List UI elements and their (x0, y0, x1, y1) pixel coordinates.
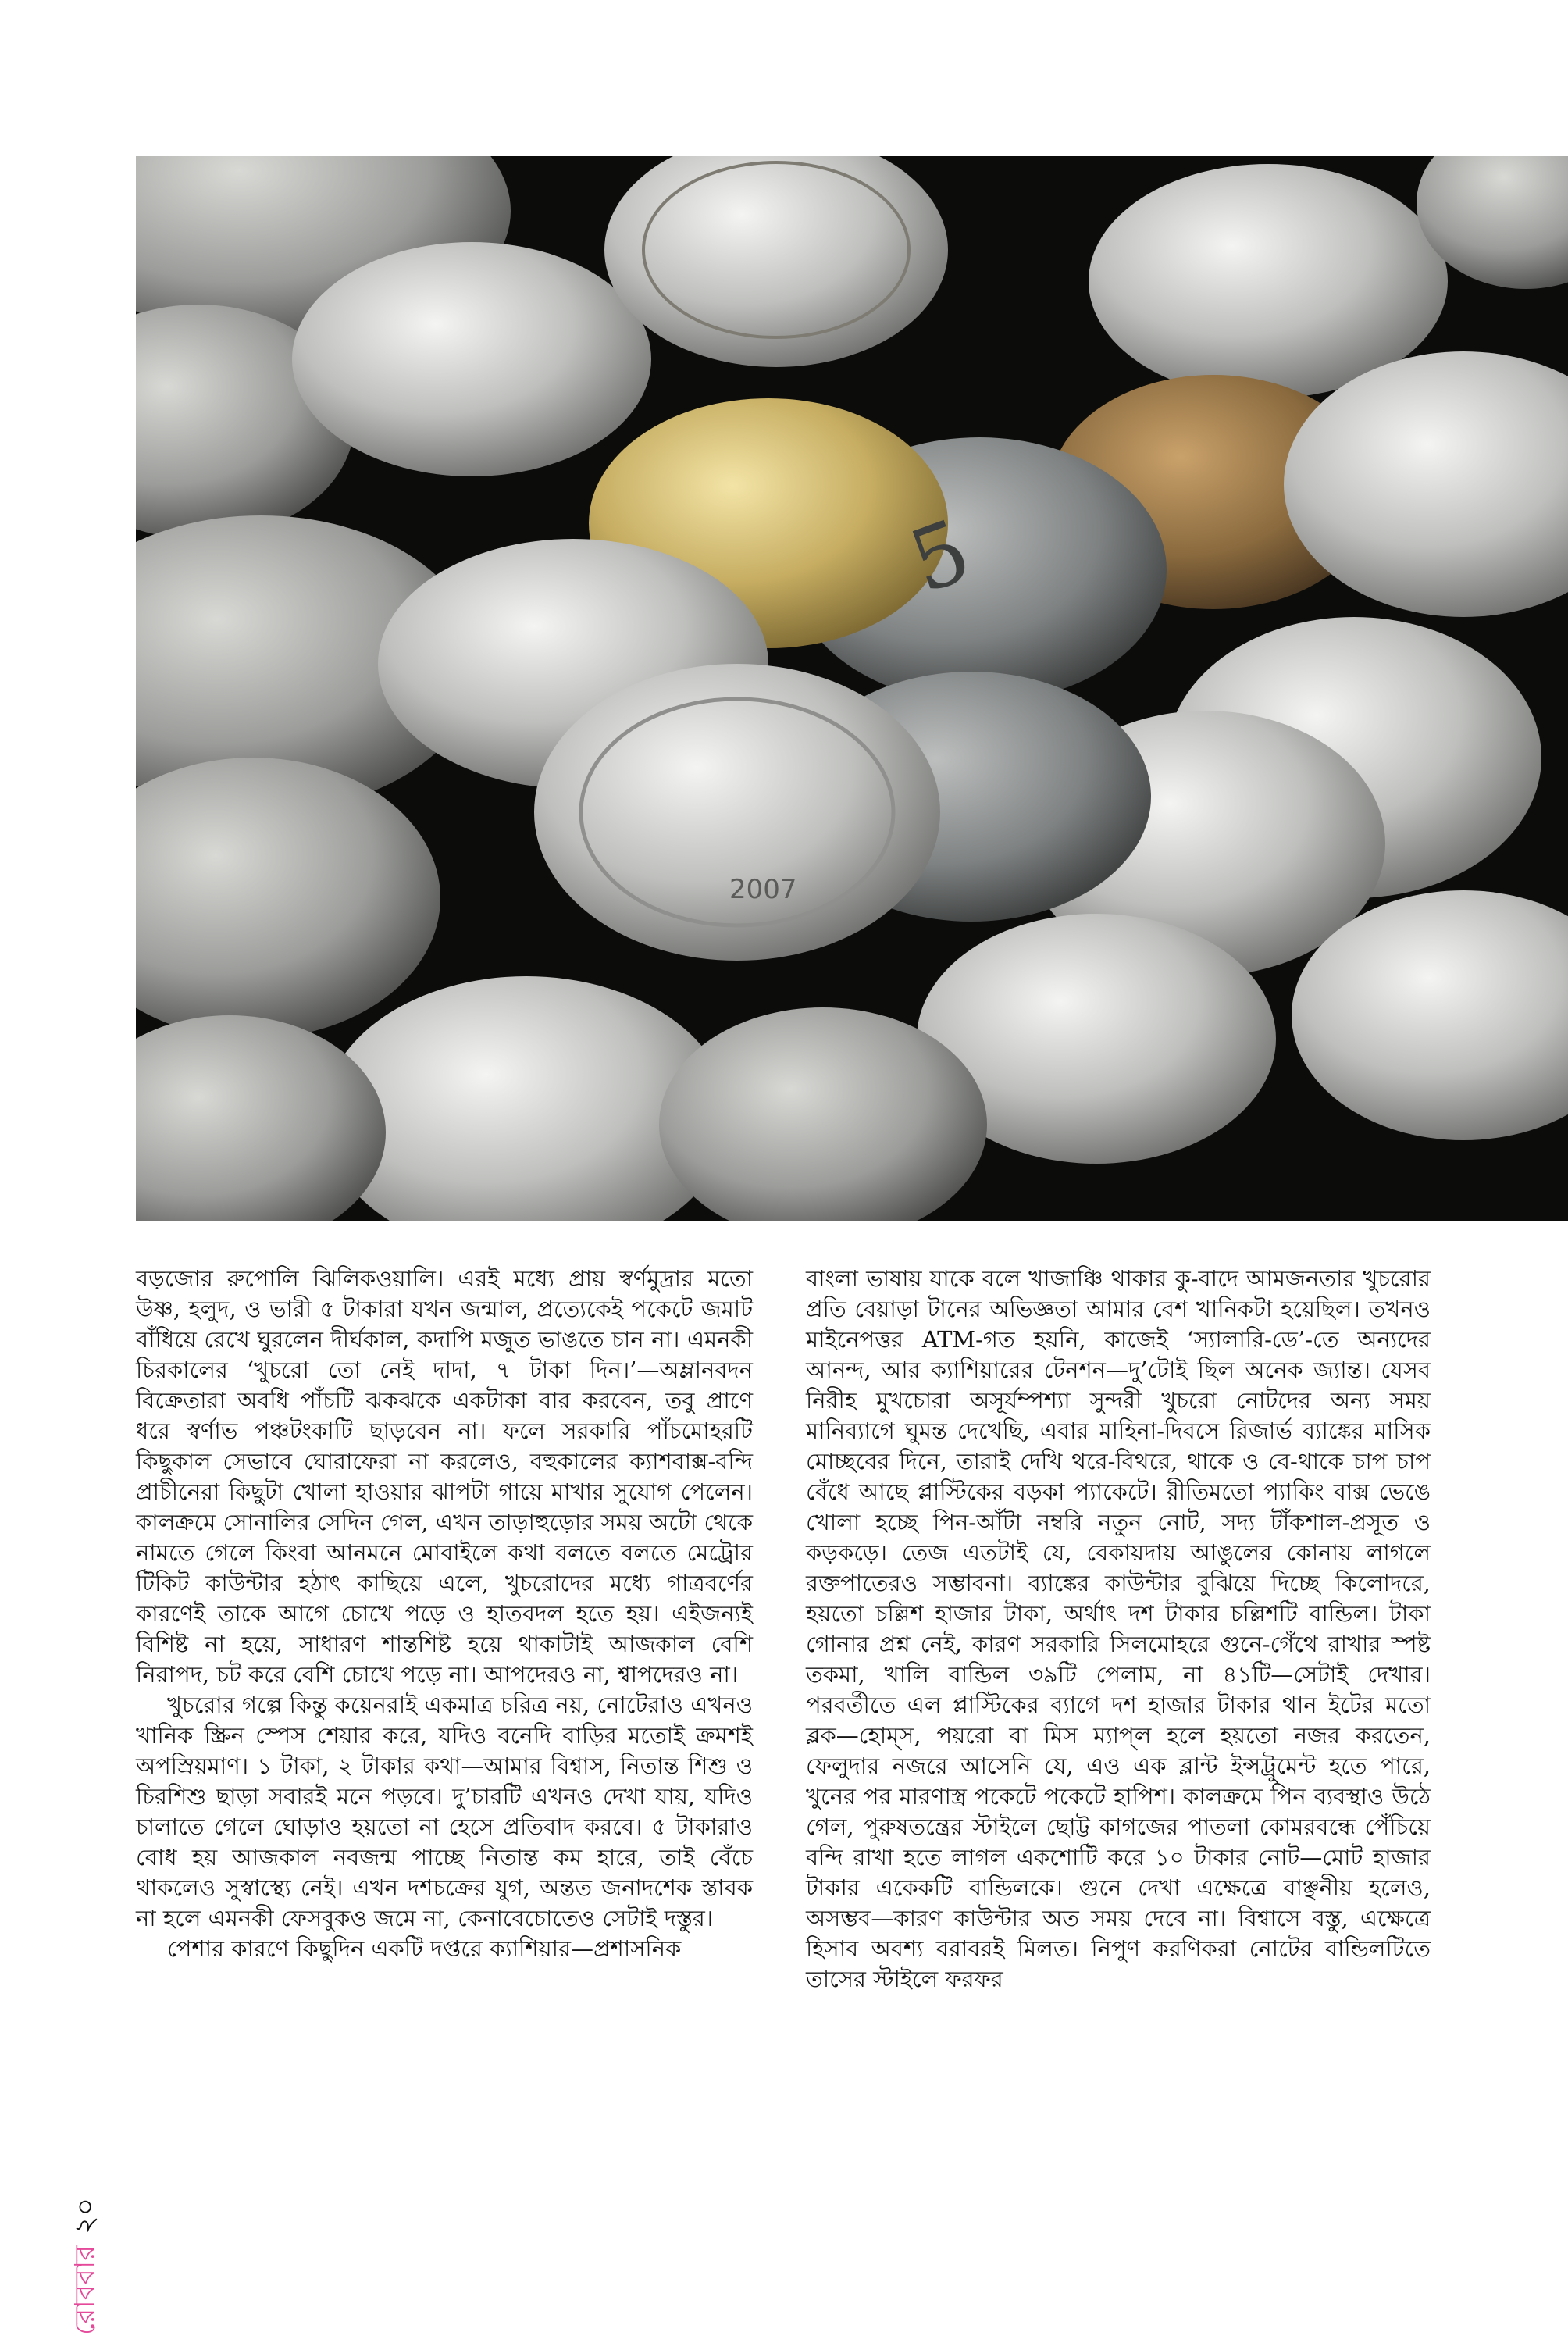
article-column-right (806, 1264, 1431, 1995)
article-paragraph: পেশার কারণে কিছুদিন একটি দপ্তরে ক্যাশিয়ার—প্রশাসনিক (167, 1935, 682, 1962)
article-paragraph: বড়জোর রুপোলি ঝিলিকওয়ালি। এরই মধ্যে প্রায় স্বর্ণমুদ্রার মতো উষ্ণ, হলুদ, ও ভারী ৫ টাকারা যখন জন্মাল, প্রত্যেকেই পকেটে জমাট বাঁধিয়ে রেখে ঘুরলেন দীর্ঘকাল, কদাপি মজুত ভাঙতে চান না। এমনকী চিরকালের ‘খুচরো তো নেই দাদা, ৭ টাকা দিন।’—অম্লানবদন বিক্রেতারা অবধি পাঁচটি ঝকঝকে একটাকা বার করবেন, তবু প্রাণে ধরে স্বর্ণাভ পঞ্চটংকাটি ছাড়বেন না। ফলে সরকারি পাঁচমোহরটি কিছুকাল সেভাবে ঘোরাফেরা না করলেও, বহুকালের ক্যাশবাক্স-বন্দি প্রাচীনেরা কিছুটা খোলা হাওয়ার ঝাপটা গায়ে মাখার সুযোগ পেলেন। কালক্রমে সোনালির সেদিন গেল, এখন তাড়াহুড়োর সময় অটো থেকে নামতে গেলে কিংবা আনমনে মোবাইলে কথা বলতে বলতে মেট্রোর টিকিট কাউন্টার হঠাৎ কাছিয়ে এলে, খুচরোদের মধ্যে গাত্রবর্ণের কারণেই তাকে আগে চোখে পড়ে ও হাতবদল হতে হয়। এইজন্যই বিশিষ্ট না হয়ে, সাধারণ শান্তশিষ্ট হয়ে থাকাটাই আজকাল বেশি নিরাপদ, চট করে বেশি চোখে পড়ে না। আপদেরও না, শ্বাপদেরও না। (136, 1265, 753, 1688)
coin (534, 664, 940, 961)
page-number: ২০ (69, 2198, 102, 2234)
coin (292, 242, 651, 476)
coins-photo (136, 156, 1568, 1221)
article-paragraph: খুচরোর গল্পে কিন্তু কয়েনরাই একমাত্র চরিত্র নয়, নোটেরাও এখনও খানিক স্ক্রিন স্পেস শেয়ার করে, যদিও বনেদি বাড়ির মতোই ক্রমশই অপস্রিয়মাণ। ১ টাকা, ২ টাকার কথা—আমার বিশ্বাস, নিতান্ত শিশু ও চিরশিশু ছাড়া সবারই মনে পড়বে। দু’চারটি এখনও দেখা যায়, যদিও চালাতে গেলে ঘোড়াও হয়তো না হেসে প্রতিবাদ করবে। ৫ টাকারাও বোধ হয় আজকাল নবজন্ম পাচ্ছে নিতান্ত কম হারে, তাই বেঁচে থাকলেও সুস্বাস্থ্যে নেই। এখন দশচক্রের যুগ, অন্তত জনাদশেক স্তাবক না হলে এমনকী ফেসবুকও জমে না, কেনাবেচোতেও সেটাই দস্তুর। (136, 1692, 753, 1931)
coin-year-text: 2007 (729, 874, 797, 905)
coin-denomination-text: 5 (897, 500, 983, 613)
article-column-left (136, 1264, 753, 1964)
page-folio (64, 2198, 111, 2335)
coins-illustration (136, 156, 1568, 1221)
article-paragraph: বাংলা ভাষায় যাকে বলে খাজাঞ্চি থাকার কু-বাদে আমজনতার খুচরোর প্রতি বেয়াড়া টানের অভিজ্ঞতা আমার বেশ খানিকটা হয়েছিল। তখনও মাইনেপত্তর ATM-গত হয়নি, কাজেই ‘স্যালারি-ডে’-তে অন্যদের আনন্দ, আর ক্যাশিয়ারের টেনশন—দু’টোই ছিল অনেক জ্যান্ত। যেসব নিরীহ মুখচোরা অসূর্যম্পশ্যা সুন্দরী খুচরো নোটদের অন্য সময় মানিব্যাগে ঘুমন্ত দেখেছি, এবার মাহিনা-দিবসে রিজার্ভ ব্যাঙ্কের মাসিক মোচ্ছবের দিনে, তারাই দেখি থরে-বিথরে, থাকে ও বে-থাকে চাপ চাপ বেঁধে আছে প্লাস্টিকের বড়কা প্যাকেটে। রীতিমতো প্যাকিং বাক্স ভেঙে খোলা হচ্ছে পিন-আঁটা নম্বরি নতুন নোট, সদ্য টাঁকশাল-প্রসূত ও কড়কড়ে। তেজ এতটাই যে, বেকায়দায় আঙুলের কোনায় লাগলে রক্তপাতেরও সম্ভাবনা। ব্যাঙ্কের কাউন্টার বুঝিয়ে দিচ্ছে কিলোদরে, হয়তো চল্লিশ হাজার টাকা, অর্থাৎ দশ টাকার চল্লিশটি বান্ডিল। টাকা গোনার প্রশ্ন নেই, কারণ সরকারি সিলমোহরে গুনে-গেঁথে রাখার স্পষ্ট তকমা, খালি বান্ডিল ৩৯টি পেলাম, না ৪১টি—সেটাই দেখার। পরবর্তীতে এল প্লাস্টিকের ব্যাগে দশ হাজার টাকার থান ইটের মতো ব্লক—হোম্‌স, পয়রো বা মিস ম্যাপ্‌ল হলে হয়তো নজর করতেন, ফেলুদার নজরে আসেনি যে, এও এক ব্লান্ট ইন্সট্রুমেন্ট হতে পারে, খুনের পর মারণাস্ত্র পকেটে পকেটে হাপিশ। কালক্রমে পিন ব্যবস্থাও উঠে গেল, পুরুষতন্ত্রের স্টাইলে ছোট্ট কাগজের পাতলা কোমরবন্ধে পেঁচিয়ে বন্দি রাখা হতে লাগল একশোটি করে ১০ টাকার নোট—মোট হাজার টাকার একেকটি বান্ডিলকে। গুনে দেখা এক্ষেত্রে বাঞ্ছনীয় হলেও, অসম্ভব—কারণ কাউন্টার অত সময় দেবে না। বিশ্বাসে বস্তু, এক্ষেত্রে হিসাব অবশ্য বরাবরই মিলত। নিপুণ করণিকরা নোটের বান্ডিলটিতে তাসের স্টাইলে ফরফর (806, 1265, 1431, 1992)
magazine-name: রোববার (69, 2245, 102, 2335)
